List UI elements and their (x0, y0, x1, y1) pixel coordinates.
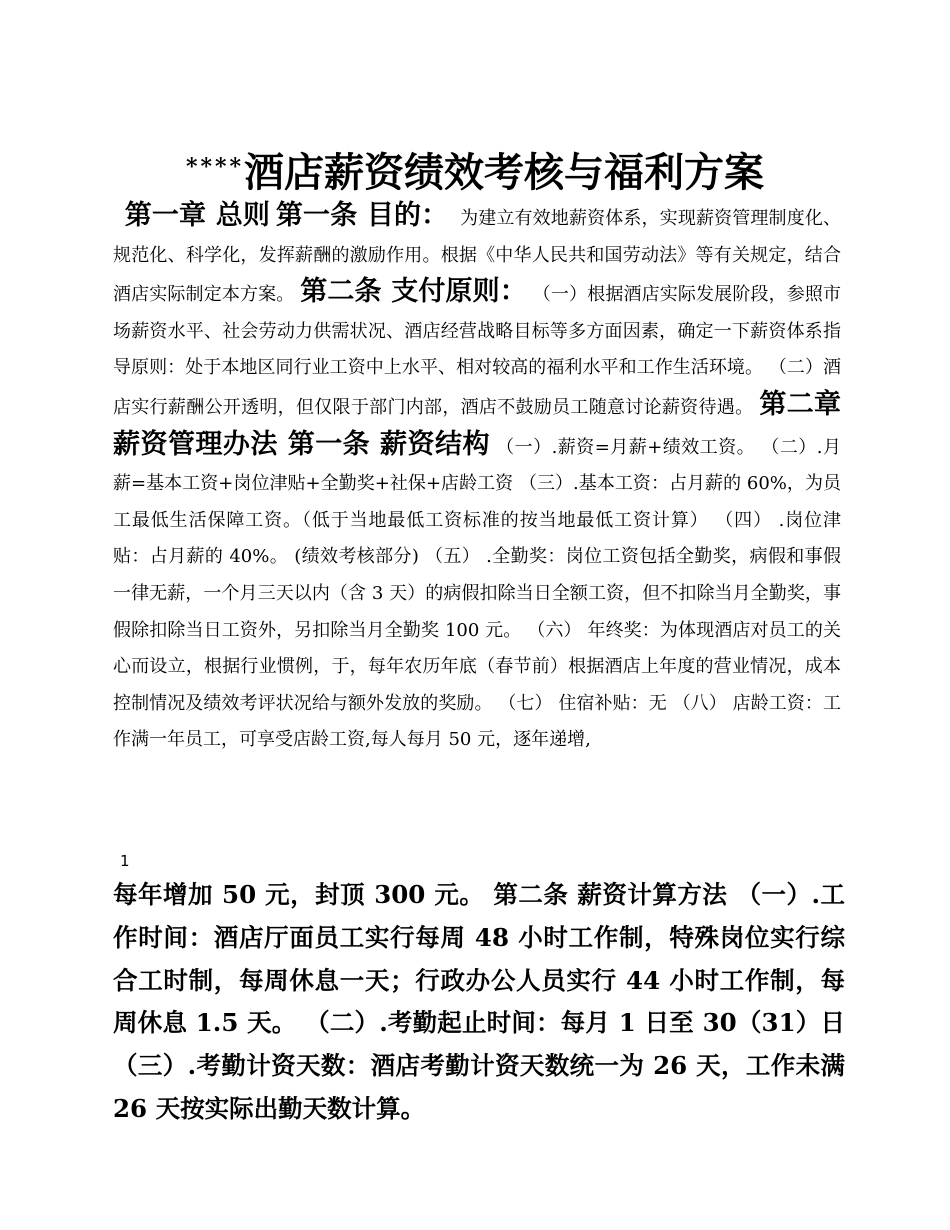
article-1-text: 为建立有效地薪资体系，实现薪资管理制度化、规范化、科学化，发挥薪酬的激励作用。根据《中华人民共和国劳动法》等有关规定，结合酒店实际制定本方案。 (113, 208, 841, 306)
section-general-rules (113, 198, 841, 759)
salary-structure-text: （一）.薪资=月薪+绩效工资。 （二）.月薪=基本工资+岗位津贴+全勤奖+社保+店龄工资 （三）.基本工资：占月薪的 60%，为员工最低生活保障工资。（低于当地最低工资标准的按当地最低工资计算） （四） .岗位津贴：占月薪的 40%。 (绩效考核部分) （五） .全勤奖：岗位工资包括全勤奖，病假和事假一律无薪，一个月三天以内（含 3 天）的病假扣除当日全额工资，但不扣除当月全勤奖，事假除扣除当日工资外，另扣除当月全勤奖 100 元。 （六） 年终奖：为体现酒店对员工的关心而设立，根据行业惯例，于，每年农历年底（春节前）根据酒店上年度的营业情况，成本控制情况及绩效考评状况给与额外发放的奖励。 （七） 住宿补贴：无 （八） 店龄工资：工作满一年员工，可享受店龄工资,每人每月 50 元，逐年递增, (113, 436, 841, 751)
article-2-heading: 第二条 支付原则： (300, 276, 527, 308)
article-2-text: （一）根据酒店实际发展阶段，参照市场薪资水平、社会劳动力供需状况、酒店经营战略目标等多方面因素，确定一下薪资体系指导原则：处于本地区同行业工资中上水平、相对较高的福利水平和工作生活环境。 （二）酒店实行薪酬公开透明，但仅限于部门内部，酒店不鼓励员工随意讨论薪资待遇。 (113, 284, 842, 418)
section-salary-calculation (113, 874, 845, 1131)
title-stars: **** (185, 154, 245, 180)
salary-calculation-text: 每年增加 50 元，封顶 300 元。 第二条 薪资计算方法 （一）.工作时间：酒店厅面员工实行每周 48 小时工作制，特殊岗位实行综合工时制，每周休息一天；行政办公人员实行 44 小时工作制，每周休息 1.5 天。 （二）.考勤起止时间：每月 1 日至 30（31）日 （三）.考勤计资天数：酒店考勤计资天数统一为 26 天，工作未满 26 天按实际出勤天数计算。 (113, 880, 845, 1123)
title-text: 酒店薪资绩效考核与福利方案 (244, 149, 765, 196)
page-number: 1 (120, 852, 130, 870)
article-1-heading: 第一条 目的： (275, 200, 449, 231)
chapter-1-heading: 第一章 总则 (124, 200, 271, 231)
document-title (0, 138, 950, 202)
chapter-2-heading: 第二章 薪资管理办法 第一条 薪资结构 (113, 388, 841, 460)
